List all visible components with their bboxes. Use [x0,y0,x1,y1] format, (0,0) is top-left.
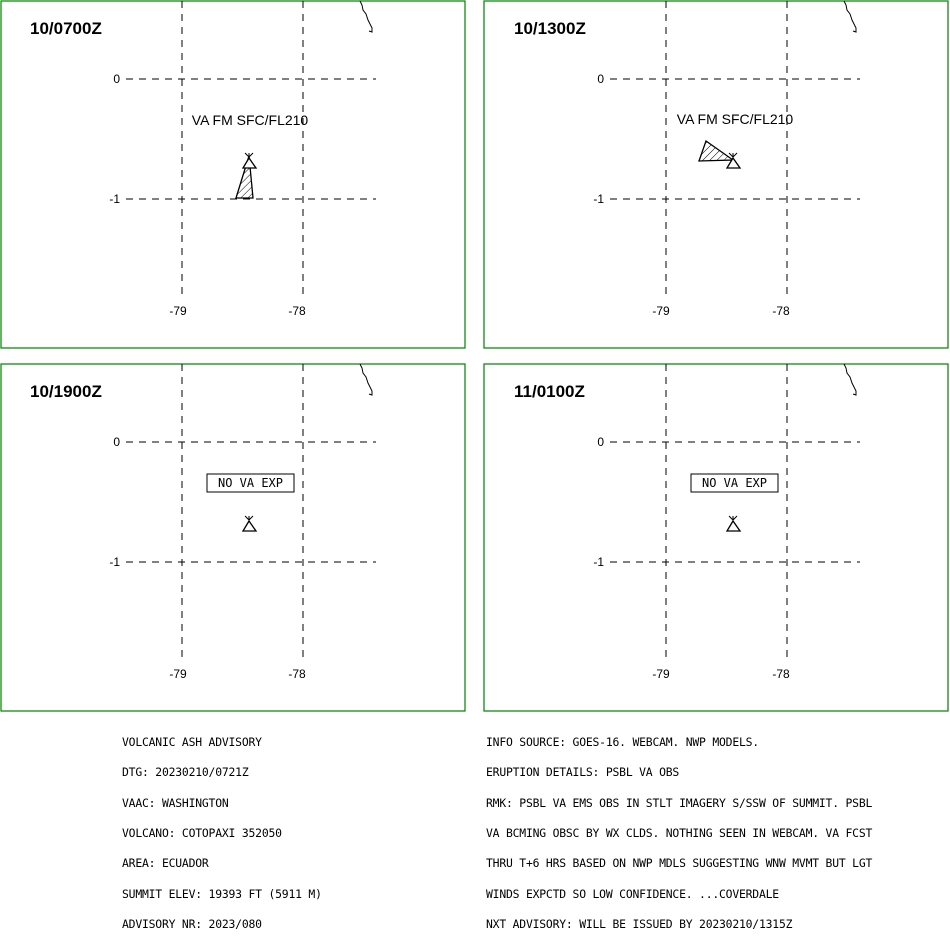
no-ash-label: NO VA EXP [217,476,284,490]
coastline [844,364,856,395]
advisory-remarks-block [486,717,872,939]
no-ash-label: NO VA EXP [701,476,768,490]
lat-tick-label: -1 [593,555,604,569]
advisory-line: VOLCANIC ASH ADVISORY [122,735,262,750]
lat-tick-label: 0 [113,72,120,86]
lon-tick-label: -78 [772,304,790,318]
ash-cloud-polygon [699,141,733,161]
advisory-line: DTG: 20230210/0721Z [122,765,249,780]
panel-2 [484,1,948,348]
panel-3 [1,364,465,711]
advisory-line: ERUPTION DETAILS: PSBL VA OBS [486,765,680,780]
lon-tick-label: -78 [288,667,306,681]
lon-tick-label: -79 [652,304,670,318]
lon-tick-label: -79 [652,667,670,681]
lat-tick-label: 0 [597,72,604,86]
advisory-line: INFO SOURCE: GOES-16. WEBCAM. NWP MODELS. [486,735,759,750]
advisory-line: SUMMIT ELEV: 19393 FT (5911 M) [122,886,322,901]
lat-tick-label: -1 [109,192,120,206]
panel-time: 10/0700Z [30,19,102,38]
lat-tick-label: 0 [113,435,120,449]
panel-4 [484,364,948,711]
advisory-line: VOLCANO: COTOPAXI 352050 [122,826,282,841]
advisory-line: THRU T+6 HRS BASED ON NWP MDLS SUGGESTING WNW MVMT BUT LGT [486,856,873,871]
panel-time: 10/1300Z [514,19,586,38]
advisory-line: WINDS EXPCTD SO LOW CONFIDENCE. ...COVERDALE [486,886,779,901]
advisory-line: VA BCMING OBSC BY WX CLDS. NOTHING SEEN IN WEBCAM. VA FCST [486,826,873,841]
panel-1 [1,1,465,348]
lat-tick-label: -1 [109,555,120,569]
panel-time: 10/1900Z [30,382,102,401]
lon-tick-label: -79 [169,667,187,681]
panel-time: 11/0100Z [514,382,585,401]
advisory-line: NXT ADVISORY: WILL BE ISSUED BY 20230210/1315Z [486,916,793,931]
coastline [360,1,372,32]
ash-level-label: VA FM SFC/FL210 [191,112,309,128]
coastline [360,364,372,395]
advisory-line: RMK: PSBL VA EMS OBS IN STLT IMAGERY S/SSW OF SUMMIT. PSBL [486,795,873,810]
volcano-icon [243,516,256,531]
lon-tick-label: -78 [772,667,790,681]
ash-level-label: VA FM SFC/FL210 [676,111,794,127]
advisory-line: AREA: ECUADOR [122,856,209,871]
volcano-icon [243,153,256,168]
panel-frame [1,1,465,348]
advisory-line: VAAC: WASHINGTON [122,795,229,810]
advisory-header-block [122,717,322,939]
coastline [844,1,856,32]
panel-frame [1,364,465,711]
volcano-icon [727,516,740,531]
lon-tick-label: -78 [288,304,306,318]
panel-frame [484,1,948,348]
lon-tick-label: -79 [169,304,187,318]
lat-tick-label: 0 [597,435,604,449]
panel-frame [484,364,948,711]
lat-tick-label: -1 [593,192,604,206]
advisory-line: ADVISORY NR: 2023/080 [122,916,262,931]
